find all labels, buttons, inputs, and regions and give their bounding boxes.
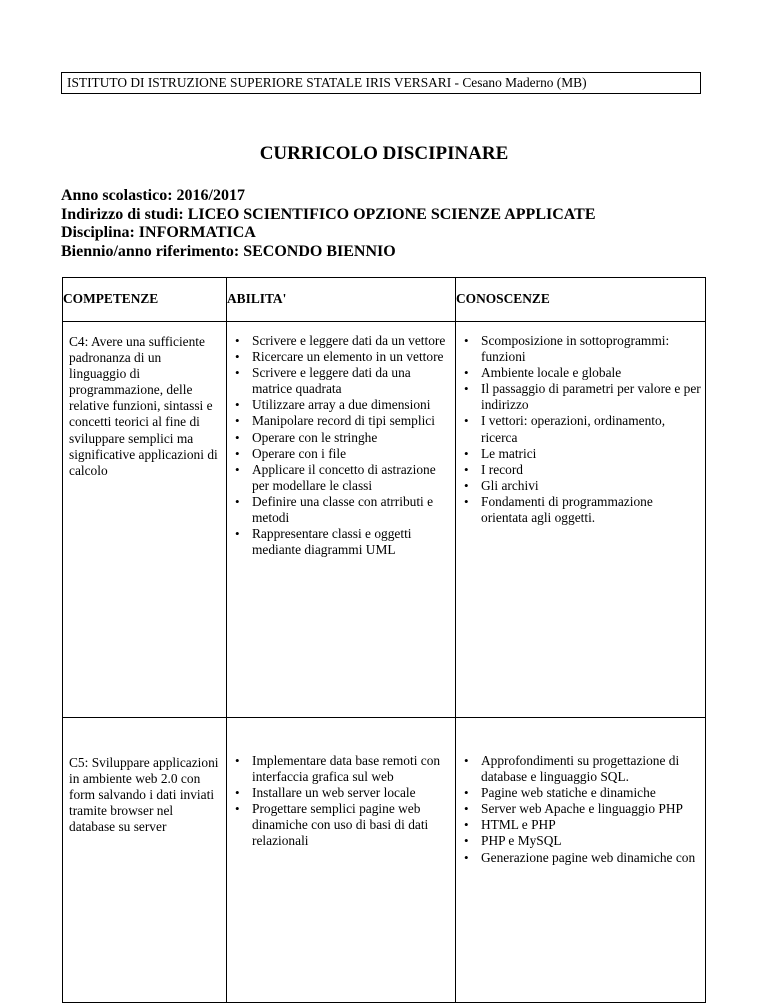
list-item: • Ricercare un elemento in un vettore [227, 349, 451, 365]
list-item: • Implementare data base remoti con interfaccia grafica sul web [227, 753, 451, 785]
list-item: • Rappresentare classi e oggetti mediante diagrammi UML [227, 526, 451, 558]
school-header: ISTITUTO DI ISTRUZIONE SUPERIORE STATALE IRIS VERSARI - Cesano Maderno (MB) [61, 72, 701, 94]
abilita-cell [227, 718, 456, 1003]
list-item: • Gli archivi [456, 478, 701, 494]
list-item: • Server web Apache e linguaggio PHP [456, 801, 701, 817]
list-item: • Manipolare record di tipi semplici [227, 413, 451, 429]
school-year: Anno scolastico: 2016/2017 [61, 187, 245, 204]
curriculum-table [62, 277, 706, 1003]
list-item: • Utilizzare array a due dimensioni [227, 397, 451, 413]
table-row [63, 718, 706, 1003]
header-competenze: COMPETENZE [63, 278, 227, 322]
list-item: • Definire una classe con atrributi e metodi [227, 494, 451, 526]
list-item: • Approfondimenti su progettazione di database e linguaggio SQL. [456, 753, 701, 785]
list-item: • I vettori: operazioni, ordinamento, ricerca [456, 413, 701, 445]
document-title: CURRICOLO DISCIPINARE [259, 143, 509, 164]
study-program: Indirizzo di studi: LICEO SCIENTIFICO OPZIONE SCIENZE APPLICATE [61, 205, 596, 223]
list-item: • Progettare semplici pagine web dinamiche con uso di basi di dati relazionali [227, 801, 451, 849]
reference-period: Biennio/anno riferimento: SECONDO BIENNIO [61, 242, 396, 260]
list-item: • HTML e PHP [456, 817, 701, 833]
conoscenze-cell [456, 322, 706, 718]
subject: Disciplina: INFORMATICA [61, 224, 256, 241]
list-item: • Pagine web statiche e dinamiche [456, 785, 701, 801]
conoscenze-list [456, 322, 705, 526]
conoscenze-list [456, 718, 705, 866]
list-item: • Scrivere e leggere dati da un vettore [227, 333, 451, 349]
competenza-cell: C5: Sviluppare applicazioni in ambiente web 2.0 con form salvando i dati inviati tramite browser nel database su server [63, 718, 227, 1003]
header-abilita: ABILITA' [227, 278, 456, 322]
abilita-list [227, 322, 455, 558]
list-item: • Le matrici [456, 446, 701, 462]
list-item: • Ambiente locale e globale [456, 365, 701, 381]
list-item: • Generazione pagine web dinamiche con [456, 850, 701, 866]
list-item: • Fondamenti di programmazione orientata agli oggetti. [456, 494, 701, 526]
table-row [63, 322, 706, 718]
list-item: • Scomposizione in sottoprogrammi: funzioni [456, 333, 701, 365]
header-conoscenze: CONOSCENZE [456, 278, 706, 322]
document-metadata [61, 187, 741, 261]
list-item: • PHP e MySQL [456, 833, 701, 849]
list-item: • Applicare il concetto di astrazione per modellare le classi [227, 462, 451, 494]
abilita-cell [227, 322, 456, 718]
list-item: • Il passaggio di parametri per valore e per indirizzo [456, 381, 701, 413]
table-header-row [63, 278, 706, 322]
list-item: • Scrivere e leggere dati da una matrice quadrata [227, 365, 451, 397]
list-item: • I record [456, 462, 701, 478]
list-item: • Operare con le stringhe [227, 430, 451, 446]
list-item: • Installare un web server locale [227, 785, 451, 801]
list-item: • Operare con i file [227, 446, 451, 462]
abilita-list [227, 718, 455, 850]
conoscenze-cell [456, 718, 706, 1003]
competenza-cell: C4: Avere una sufficiente padronanza di un linguaggio di programmazione, delle relative funzioni, sintassi e concetti teorici al fine di sviluppare semplici ma significative applicazioni di calcolo [63, 322, 227, 718]
